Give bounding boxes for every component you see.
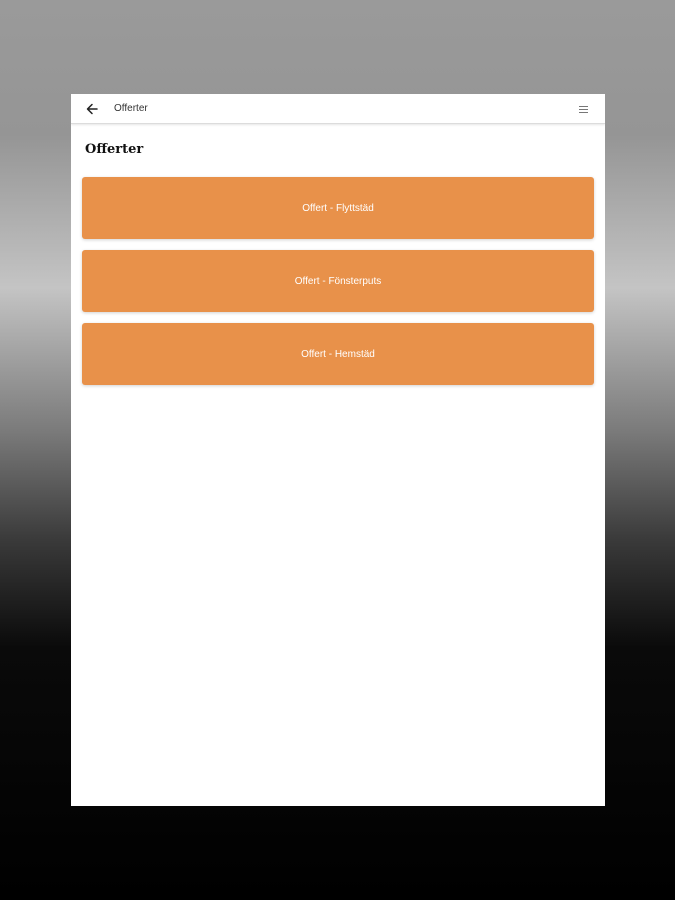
- page-title: Offerter: [85, 142, 144, 157]
- offer-flyttstad-button[interactable]: Offert - Flyttstäd: [82, 177, 594, 239]
- topbar-title: Offerter: [114, 103, 148, 114]
- offer-fonsterputs-button[interactable]: Offert - Fönsterputs: [82, 250, 594, 312]
- menu-icon: [579, 106, 588, 107]
- menu-button[interactable]: [579, 103, 591, 115]
- offer-list: [82, 177, 594, 396]
- offer-hemstad-button[interactable]: Offert - Hemstäd: [82, 323, 594, 385]
- back-button[interactable]: [83, 100, 101, 118]
- top-app-bar: [71, 94, 605, 124]
- app-screen: [71, 94, 605, 806]
- arrow-left-icon: [86, 103, 98, 115]
